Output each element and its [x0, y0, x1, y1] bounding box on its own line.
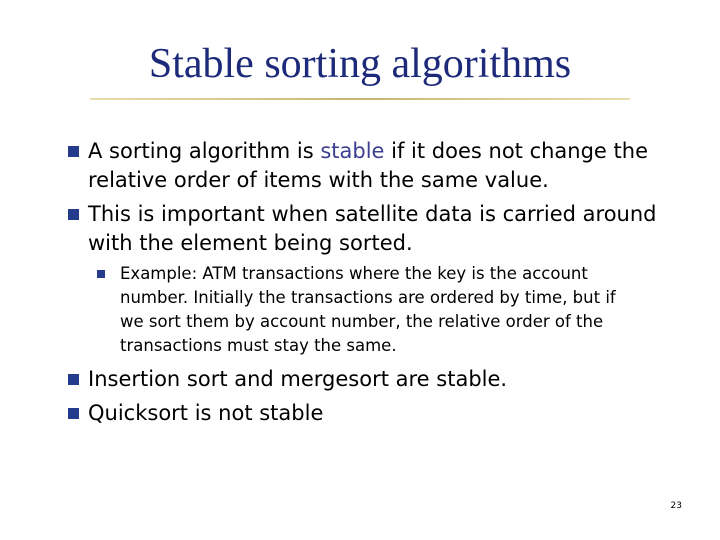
bullet-insertion-merge-stable	[88, 365, 507, 394]
square-bullet-icon	[97, 270, 105, 278]
stable-highlight: stable	[320, 139, 385, 163]
page-number: 23	[670, 501, 682, 511]
square-bullet-icon	[68, 146, 79, 157]
bullet-line: Insertion sort and mergesort are stable.	[88, 367, 508, 391]
slide-title: Stable sorting algorithms	[148, 41, 572, 87]
bullet-satellite-data	[88, 200, 657, 258]
sub-bullet-line: we sort them by account number, the relative order of the	[120, 312, 604, 331]
sub-bullet-atm-example	[120, 262, 616, 358]
bullet-line: A sorting algorithm is stable if it does not change the	[88, 139, 648, 163]
bullet-stable-definition	[88, 137, 648, 195]
sub-bullet-line: number. Initially the transactions are ordered by time, but if	[120, 288, 616, 307]
square-bullet-icon	[68, 374, 79, 385]
bullet-line: This is important when satellite data is carried around	[88, 202, 657, 226]
sub-bullet-line: transactions must stay the same.	[120, 336, 397, 355]
bullet-line: with the element being sorted.	[88, 231, 413, 255]
bullet-line: relative order of items with the same value.	[88, 168, 549, 192]
bullet-line: Quicksort is not stable	[88, 401, 324, 425]
square-bullet-icon	[68, 408, 79, 419]
title-underline	[90, 98, 630, 100]
sub-bullet-line: Example: ATM transactions where the key is the account	[120, 264, 588, 283]
square-bullet-icon	[68, 209, 79, 220]
bullet-quicksort-not-stable	[88, 399, 323, 428]
